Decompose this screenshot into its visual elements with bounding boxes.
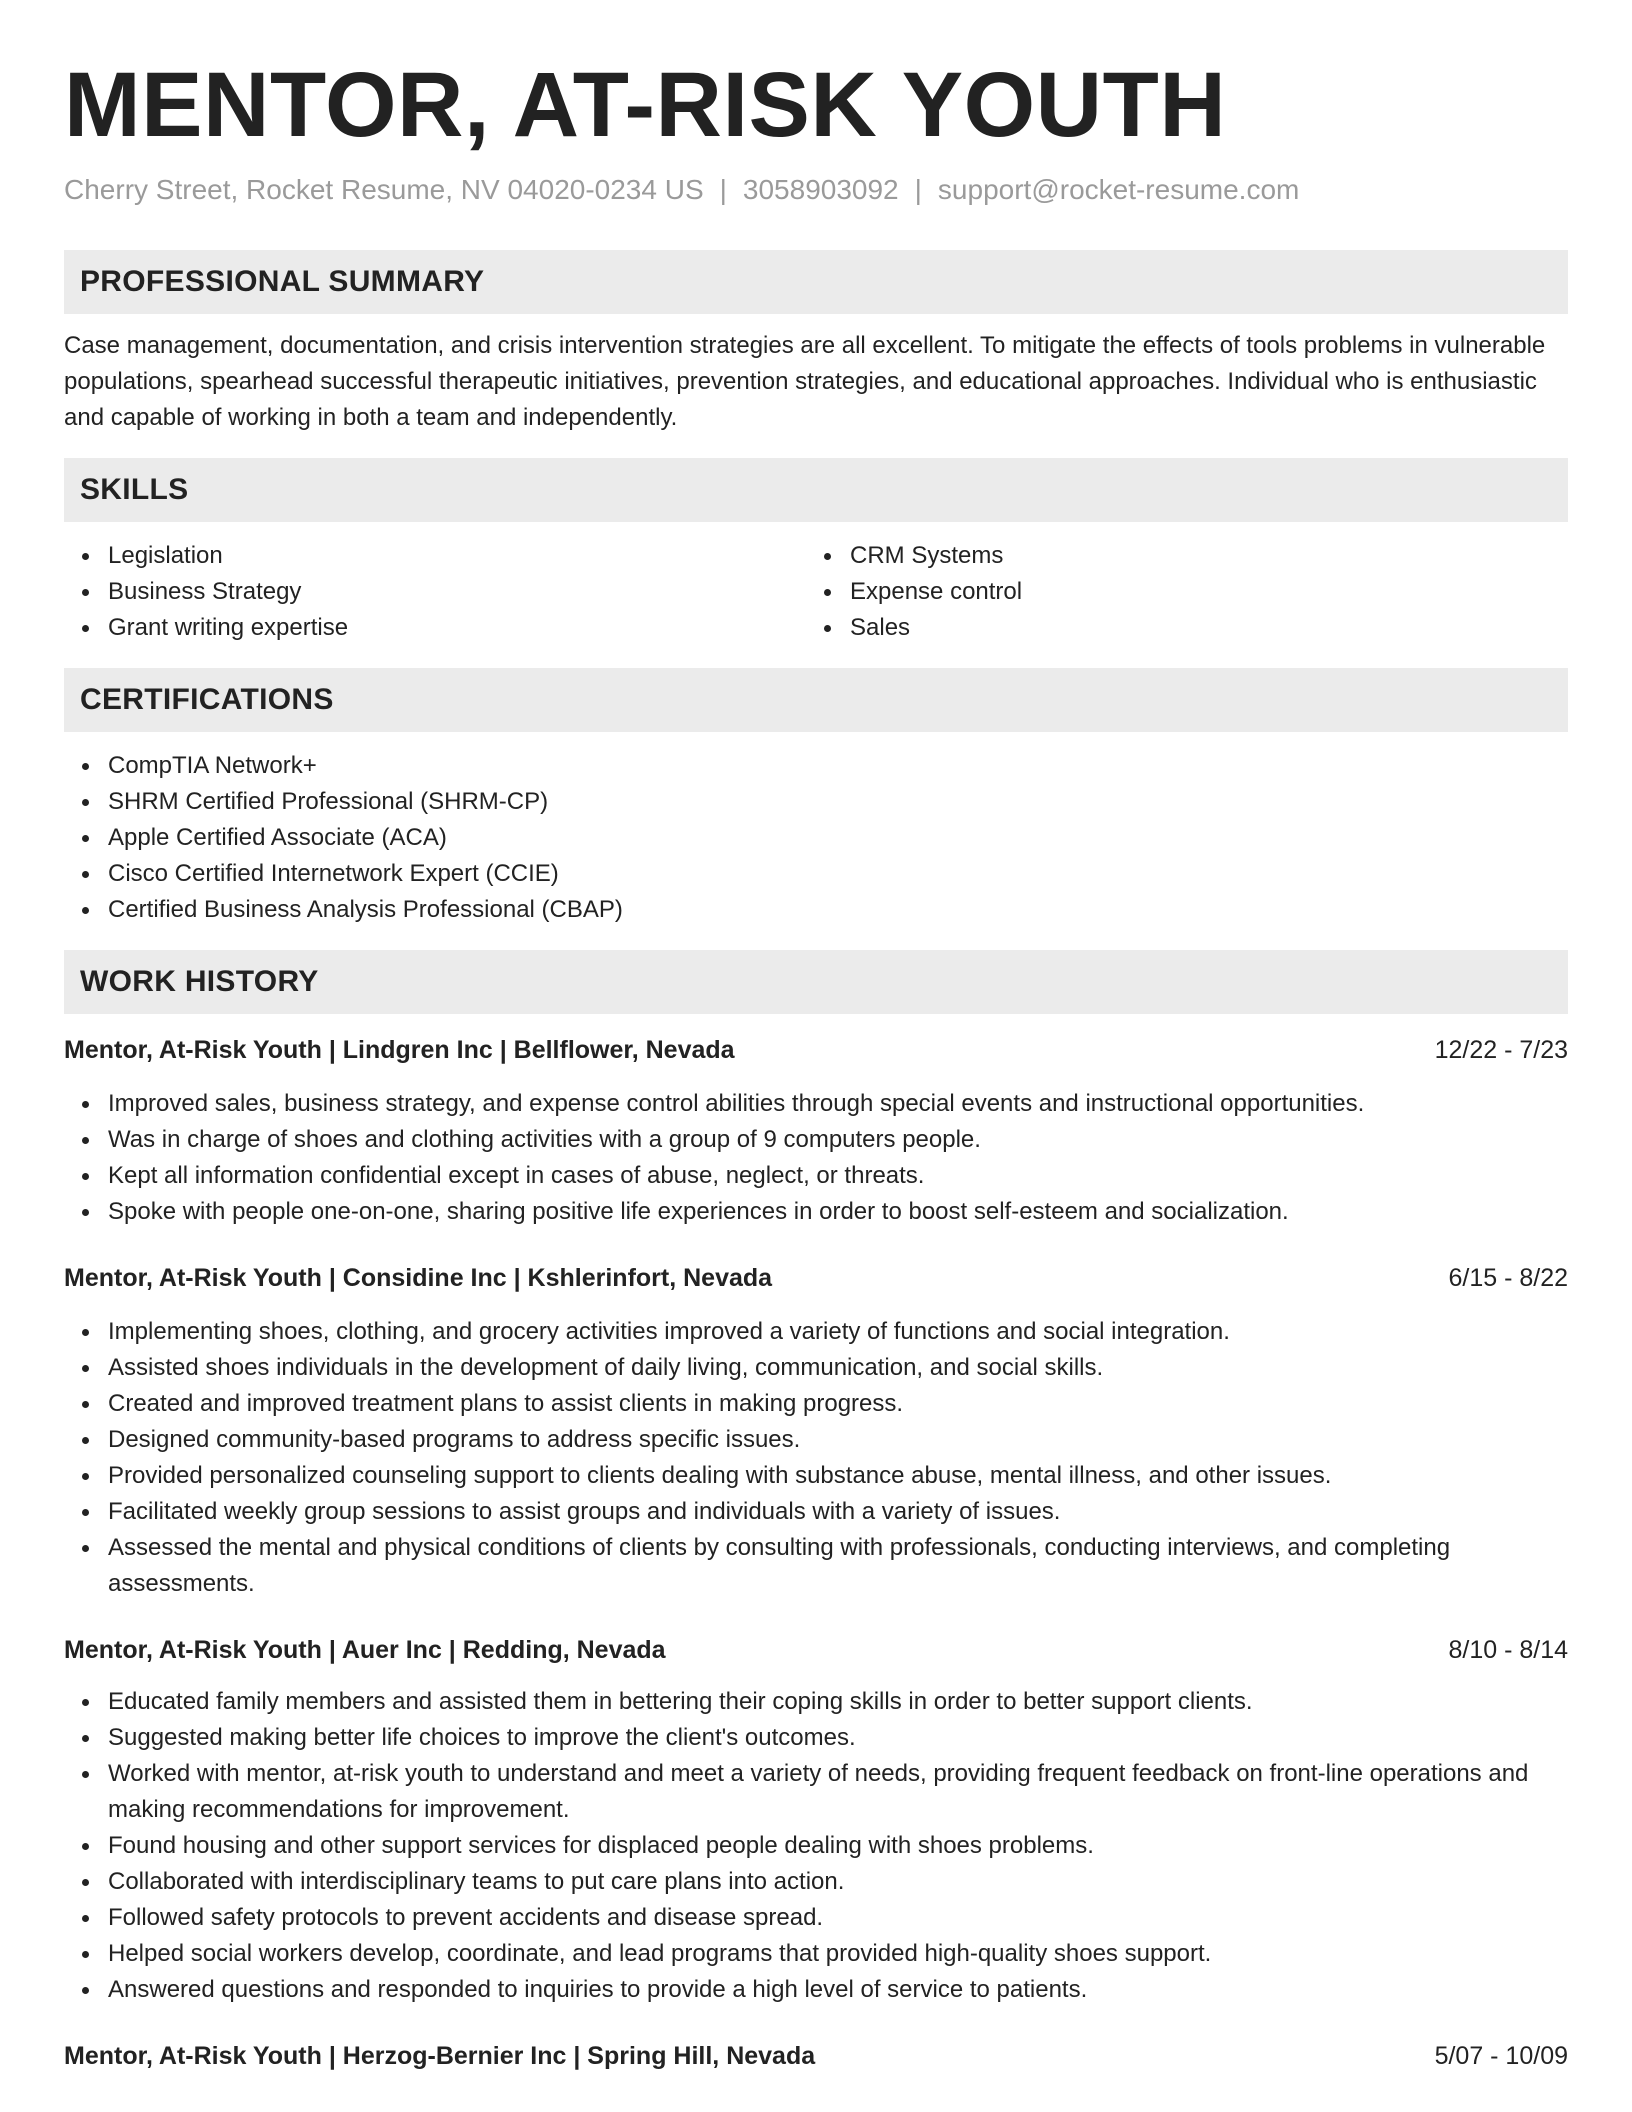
- job-bullets: [64, 1086, 1568, 1230]
- skill-item: Grant writing expertise: [108, 610, 806, 646]
- job-bullet: Found housing and other support services for displaced people dealing with shoes problems.: [108, 1828, 1568, 1864]
- contact-separator: |: [914, 174, 922, 205]
- job-bullet: Worked with mentor, at-risk youth to understand and meet a variety of needs, providing frequent feedback on front-line operations and making recommendations for improvement.: [108, 1756, 1568, 1828]
- job-bullet: Provided personalized counseling support to clients dealing with substance abuse, mental illness, and other issues.: [108, 1458, 1568, 1494]
- job-bullet: Improved sales, business strategy, and expense control abilities through special events and instructional opportunities.: [108, 1086, 1568, 1122]
- job-title: Mentor, At-Risk Youth | Auer Inc | Redding, Nevada: [64, 1636, 666, 1664]
- job-header: [64, 2038, 1568, 2074]
- section-header-summary: PROFESSIONAL SUMMARY: [64, 250, 1568, 314]
- skill-item: Sales: [850, 610, 1548, 646]
- job-bullet: Collaborated with interdisciplinary teams to put care plans into action.: [108, 1864, 1568, 1900]
- job-bullet: Spoke with people one-on-one, sharing positive life experiences in order to boost self-esteem and socialization.: [108, 1194, 1568, 1230]
- job-dates: 6/15 - 8/22: [1448, 1264, 1568, 1292]
- job-entry: [64, 1032, 1568, 1230]
- skills-column-right: [806, 538, 1548, 646]
- job-bullet: Followed safety protocols to prevent accidents and disease spread.: [108, 1900, 1568, 1936]
- job-bullets: [64, 1684, 1568, 2008]
- job-bullet: Designed community-based programs to address specific issues.: [108, 1422, 1568, 1458]
- job-bullet: Assisted shoes individuals in the development of daily living, communication, and social skills.: [108, 1350, 1568, 1386]
- job-title: Mentor, At-Risk Youth | Lindgren Inc | Bellflower, Nevada: [64, 1036, 735, 1064]
- job-entry: [64, 1260, 1568, 1602]
- job-dates: 5/07 - 10/09: [1434, 2042, 1568, 2070]
- job-bullet: Implementing shoes, clothing, and grocery activities improved a variety of functions and social integration.: [108, 1314, 1568, 1350]
- skill-item: Legislation: [108, 538, 806, 574]
- job-dates: 8/10 - 8/14: [1448, 1636, 1568, 1664]
- job-title: Mentor, At-Risk Youth | Herzog-Bernier Inc | Spring Hill, Nevada: [64, 2042, 816, 2070]
- skill-item: CRM Systems: [850, 538, 1548, 574]
- job-bullet: Kept all information confidential except in cases of abuse, neglect, or threats.: [108, 1158, 1568, 1194]
- candidate-name: MENTOR, AT-RISK YOUTH: [64, 54, 1227, 156]
- summary-text: Case management, documentation, and crisis intervention strategies are all excellent. To mitigate the effects of tools problems in vulnerable populations, spearhead successful therapeutic initiatives, prevention strategies, and educational approaches. Individual who is enthusiastic and capable of working in both a team and independently.: [64, 332, 1546, 431]
- job-bullet: Helped social workers develop, coordinate, and lead programs that provided high-quality shoes support.: [108, 1936, 1568, 1972]
- job-entry: [64, 1632, 1568, 2008]
- skill-item: Business Strategy: [108, 574, 806, 610]
- skills-column-left: [64, 538, 806, 646]
- contact-line: [64, 172, 1568, 208]
- job-bullet: Created and improved treatment plans to assist clients in making progress.: [108, 1386, 1568, 1422]
- contact-email: support@rocket-resume.com: [937, 174, 1300, 205]
- skills-list-left: [64, 538, 806, 646]
- contact-separator: |: [719, 174, 727, 205]
- job-bullet: Suggested making better life choices to improve the client's outcomes.: [108, 1720, 1568, 1756]
- job-bullets: [64, 1314, 1568, 1602]
- section-header-work-history: WORK HISTORY: [64, 950, 1568, 1014]
- contact-address: Cherry Street, Rocket Resume, NV 04020-0234 US: [64, 174, 704, 205]
- job-entry: [64, 2038, 1568, 2074]
- job-header: [64, 1260, 1568, 1296]
- skill-item: Expense control: [850, 574, 1548, 610]
- job-bullet: Was in charge of shoes and clothing activities with a group of 9 computers people.: [108, 1122, 1568, 1158]
- certifications-list: [64, 748, 1568, 928]
- job-bullet: Educated family members and assisted them in bettering their coping skills in order to better support clients.: [108, 1684, 1568, 1720]
- skills-grid: [64, 538, 1568, 646]
- certification-item: SHRM Certified Professional (SHRM-CP): [108, 784, 1568, 820]
- skills-list-right: [806, 538, 1548, 646]
- section-header-certifications: CERTIFICATIONS: [64, 668, 1568, 732]
- job-bullet: Assessed the mental and physical conditions of clients by consulting with professionals, conducting interviews, and completing assessments.: [108, 1530, 1568, 1602]
- certification-item: Apple Certified Associate (ACA): [108, 820, 1568, 856]
- certification-item: Cisco Certified Internetwork Expert (CCIE): [108, 856, 1568, 892]
- contact-phone: 3058903092: [742, 174, 899, 205]
- job-title: Mentor, At-Risk Youth | Considine Inc | Kshlerinfort, Nevada: [64, 1264, 773, 1292]
- job-header: [64, 1032, 1568, 1068]
- job-bullet: Facilitated weekly group sessions to assist groups and individuals with a variety of issues.: [108, 1494, 1568, 1530]
- job-header: [64, 1632, 1568, 1668]
- job-dates: 12/22 - 7/23: [1434, 1036, 1568, 1064]
- job-bullet: Answered questions and responded to inquiries to provide a high level of service to patients.: [108, 1972, 1568, 2008]
- section-header-skills: SKILLS: [64, 458, 1568, 522]
- certification-item: CompTIA Network+: [108, 748, 1568, 784]
- certification-item: Certified Business Analysis Professional (CBAP): [108, 892, 1568, 928]
